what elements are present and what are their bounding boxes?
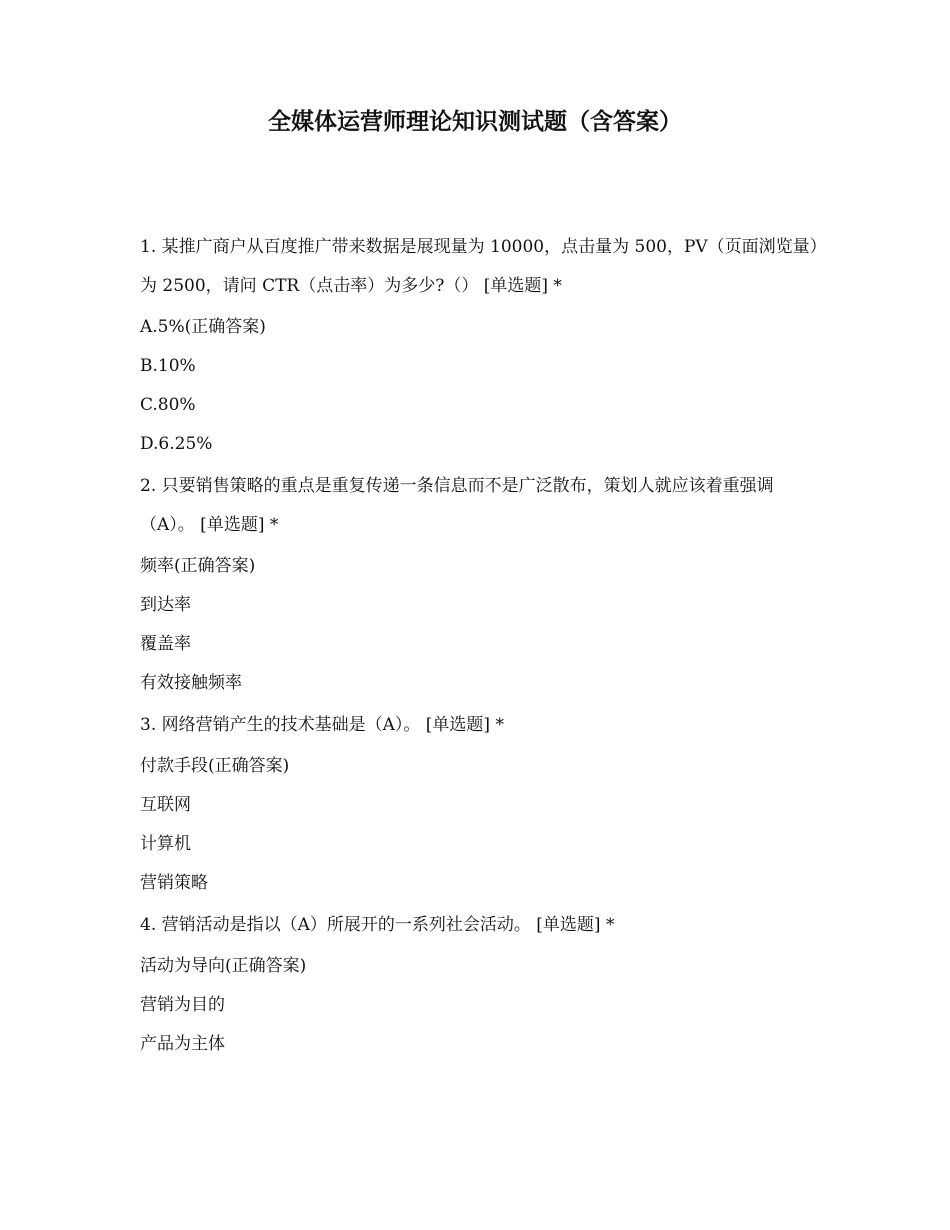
question-list: [140, 228, 820, 1067]
question-4: [140, 906, 820, 1064]
option-d: 有效接触频率: [140, 673, 242, 693]
option-d: D.6.25%: [140, 434, 213, 454]
option-a: 活动为导向(正确答案): [140, 956, 307, 976]
option-list: [140, 308, 820, 464]
option-c: 覆盖率: [140, 634, 191, 654]
question-text: 2. 只要销售策略的重点是重复传递一条信息而不是广泛散布，策划人就应该着重强调（A）。 [单选题] *: [140, 476, 774, 535]
option-a: 付款手段(正确答案): [140, 756, 290, 776]
option-c: 计算机: [140, 834, 191, 854]
question-1: [140, 228, 820, 464]
option-b: 互联网: [140, 795, 191, 815]
question-text: 1. 某推广商户从百度推广带来数据是展现量为 10000，点击量为 500，PV（页面浏览量）为 2500，请问 CTR（点击率）为多少?（） [单选题] *: [140, 237, 819, 296]
option-list: [140, 547, 820, 703]
option-list: [140, 947, 820, 1064]
option-d: 营销策略: [140, 873, 208, 893]
option-b: 营销为目的: [140, 995, 225, 1015]
question-text: 3. 网络营销产生的技术基础是（A）。 [单选题] *: [140, 715, 504, 735]
option-a: 频率(正确答案): [140, 556, 256, 576]
question-text: 4. 营销活动是指以（A）所展开的一系列社会活动。 [单选题] *: [140, 915, 615, 935]
option-b: 到达率: [140, 595, 191, 615]
option-c: 产品为主体: [140, 1034, 225, 1054]
option-list: [140, 747, 820, 903]
document-title: 全媒体运营师理论知识测试题（含答案）: [268, 109, 682, 135]
option-c: C.80%: [140, 395, 196, 415]
question-3: [140, 706, 820, 903]
question-2: [140, 467, 820, 703]
option-b: B.10%: [140, 356, 196, 376]
option-a: A.5%(正确答案): [140, 317, 266, 337]
